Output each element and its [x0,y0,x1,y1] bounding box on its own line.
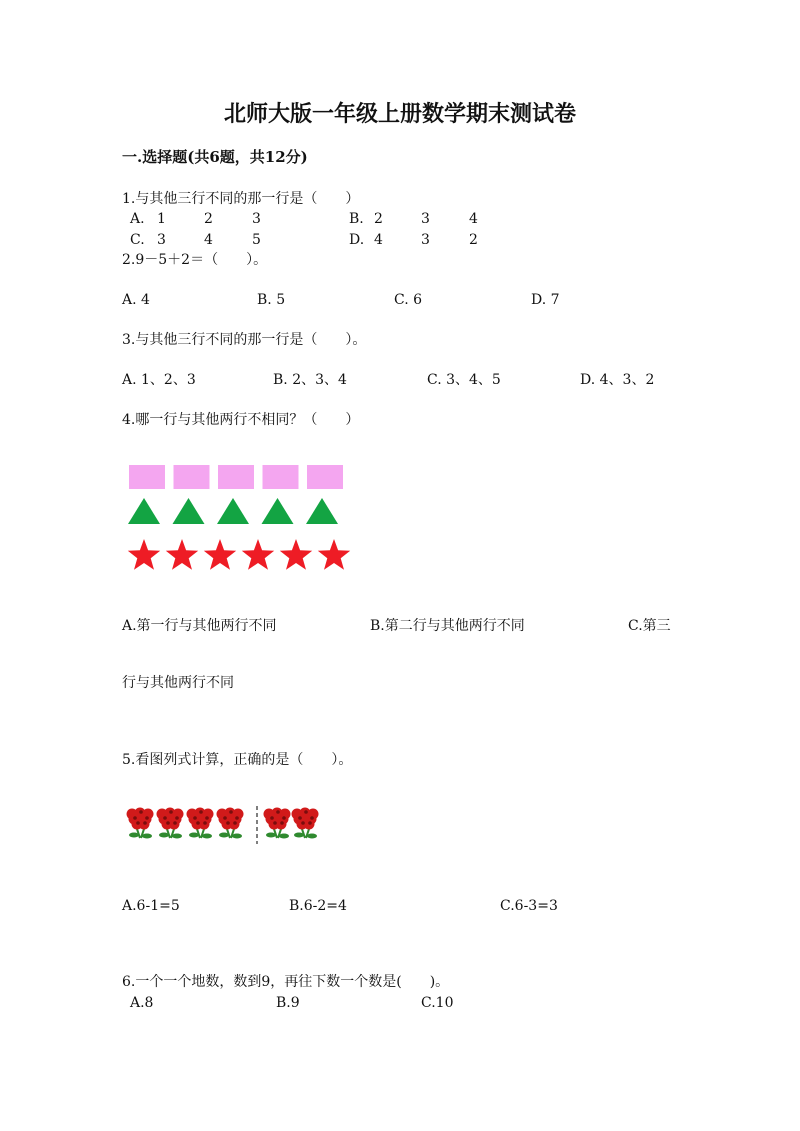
q2-option-c: C. 6 [394,292,423,308]
q1-option-b-label: B. [349,211,364,227]
flower-icon [187,808,214,839]
q4-shapes-figure [122,458,352,578]
q1-option-b-v3: 4 [469,211,478,227]
q1-option-d-v3: 2 [469,232,478,248]
q6-option-b: B.9 [276,995,300,1011]
q1-stem: 1.与其他三行不同的那一行是（ ） [122,191,360,207]
green-triangle [306,498,338,524]
q5-stem: 5.看图列式计算，正确的是（ ）。 [122,752,353,768]
q1-option-d-v2: 3 [421,232,430,248]
q1-option-c-v3: 5 [252,232,261,248]
pink-square [307,465,343,489]
q5-option-c: C.6-3=3 [500,898,558,914]
pink-square [129,465,165,489]
flower-icon [157,808,184,839]
q5-option-a: A.6-1=5 [122,898,180,914]
q1-option-d-label: D. [349,232,365,248]
q3-option-b: B. 2、3、4 [273,372,347,388]
red-star [318,539,350,570]
q1-option-b-v1: 2 [374,211,383,227]
q1-option-a-v2: 2 [204,211,213,227]
q2-stem: 2.9－5＋2＝（ ）。 [122,252,268,268]
pink-square [218,465,254,489]
q6-option-a: A.8 [130,995,154,1011]
red-star [204,539,236,570]
q4-option-c-part2: 行与其他两行不同 [122,675,234,691]
red-star [280,539,312,570]
flower-icon [127,808,154,839]
q1-option-c-v2: 4 [204,232,213,248]
q1-option-c-label: C. [130,232,145,248]
q4-option-b: B.第二行与其他两行不同 [370,618,525,634]
red-star [242,539,274,570]
q6-stem: 6.一个一个地数，数到9，再往下数一个数是( )。 [122,974,450,990]
q3-stem: 3.与其他三行不同的那一行是（ ）。 [122,332,367,348]
q5-option-b: B.6-2=4 [289,898,347,914]
q1-option-a-label: A. [130,211,145,227]
flower-icon [264,808,291,839]
q6-option-c: C.10 [421,995,454,1011]
flower-icon [217,808,244,839]
green-triangle [128,498,160,524]
q3-option-a: A. 1、2、3 [122,372,196,388]
green-triangle [217,498,249,524]
q1-option-a-v3: 3 [252,211,261,227]
red-star [166,539,198,570]
q2-option-a: A. 4 [122,292,150,308]
section-heading: 一.选择题(共6题，共12分) [122,148,308,166]
pink-square [174,465,210,489]
q1-option-a-v1: 1 [157,211,166,227]
q3-option-c: C. 3、4、5 [427,372,501,388]
q1-option-b-v2: 3 [421,211,430,227]
q1-option-d-v1: 4 [374,232,383,248]
q1-option-c-v1: 3 [157,232,166,248]
q2-option-b: B. 5 [257,292,286,308]
q5-flowers-figure [122,804,332,846]
q4-option-c-part1: C.第三 [628,618,671,634]
q4-option-a: A.第一行与其他两行不同 [122,618,277,634]
page-title: 北师大版一年级上册数学期末测试卷 [223,101,576,127]
q2-option-d: D. 7 [531,292,560,308]
red-star [128,539,160,570]
q3-option-d: D. 4、3、2 [580,372,655,388]
flower-icon [292,808,319,839]
green-triangle [173,498,205,524]
green-triangle [262,498,294,524]
q4-stem: 4.哪一行与其他两行不相同？（ ） [122,412,360,428]
pink-square [263,465,299,489]
